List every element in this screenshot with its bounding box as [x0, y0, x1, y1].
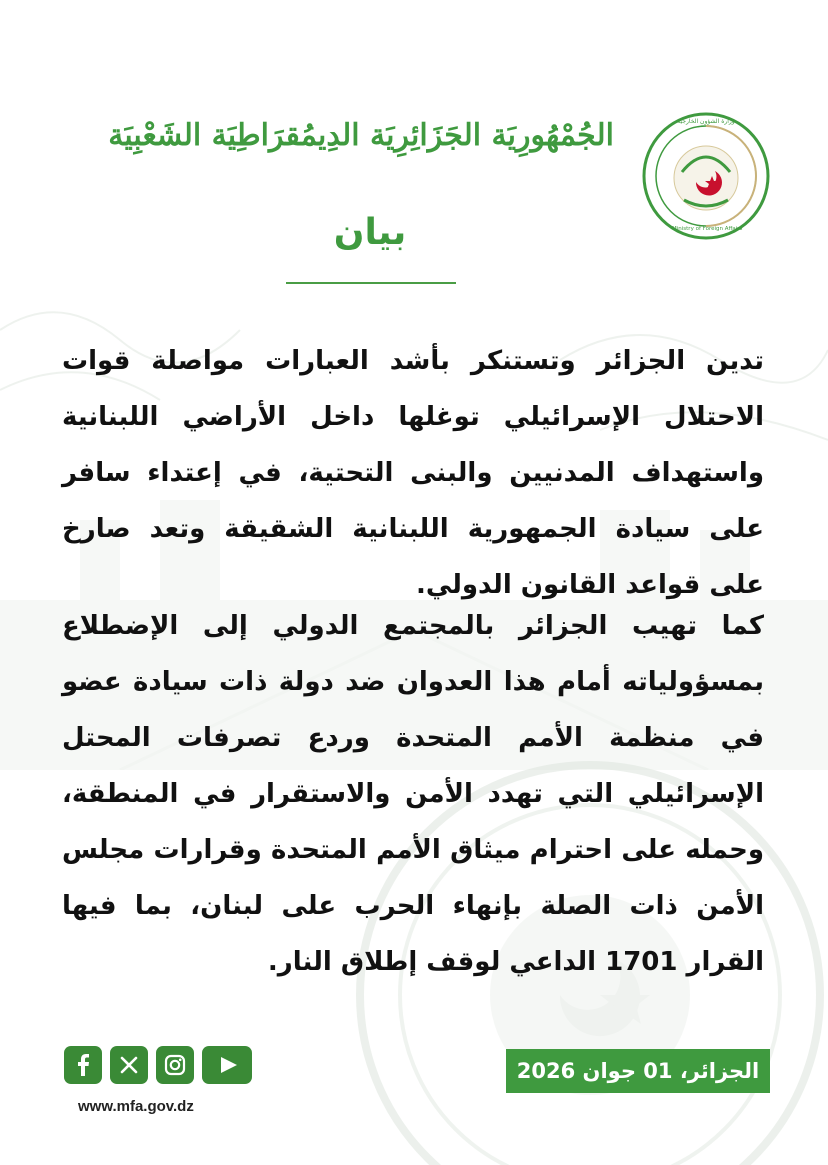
ministry-emblem-icon — [642, 112, 770, 240]
republic-title: الجُمْهُورِيَة الجَزَائِرِيَة الدِيمُقرَاطِيَة الشَعْبِيَة — [108, 118, 614, 153]
website-link[interactable]: www.mfa.gov.dz — [78, 1098, 194, 1115]
document-title: بيان — [333, 212, 407, 253]
date-place-badge: الجزائر، 01 جوان 2026 — [506, 1049, 770, 1093]
x-icon[interactable] — [110, 1046, 148, 1084]
statement-paragraph-1: تدين الجزائر وتستنكر بأشد العبارات مواصلة قوات الاحتلال الإسرائيلي توغلها داخل الأراضي اللبنانية واستهداف المدنيين والبنى التحتية، في إعتداء سافر على سيادة الجمهورية اللبنانية الشقيقة وتعد صارخ على قواعد القانون الدولي. — [62, 346, 764, 600]
youtube-icon[interactable] — [202, 1046, 252, 1084]
svg-text:وزارة الشؤون الخارجية: وزارة الشؤون الخارجية — [677, 118, 735, 125]
instagram-icon[interactable] — [156, 1046, 194, 1084]
top-strip — [0, 0, 828, 38]
svg-text:Ministry of Foreign Affairs: Ministry of Foreign Affairs — [672, 226, 743, 232]
facebook-icon[interactable] — [64, 1046, 102, 1084]
title-divider — [286, 282, 456, 284]
social-links — [64, 1046, 252, 1086]
statement-paragraph-2: كما تهيب الجزائر بالمجتمع الدولي إلى الإضطلاع بمسؤولياته أمام هذا العدوان ضد دولة ذات سيادة عضو في منظمة الأمم المتحدة وردع تصرفات المحتل الإسرائيلي التي تهدد الأمن والاستقرار في المنطقة، وحمله على احترام ميثاق الأمم المتحدة وقرارات مجلس الأمن ذات الصلة بإنهاء الحرب على لبنان، بما فيها القرار 1701 الداعي لوقف إطلاق النار. — [62, 611, 764, 977]
